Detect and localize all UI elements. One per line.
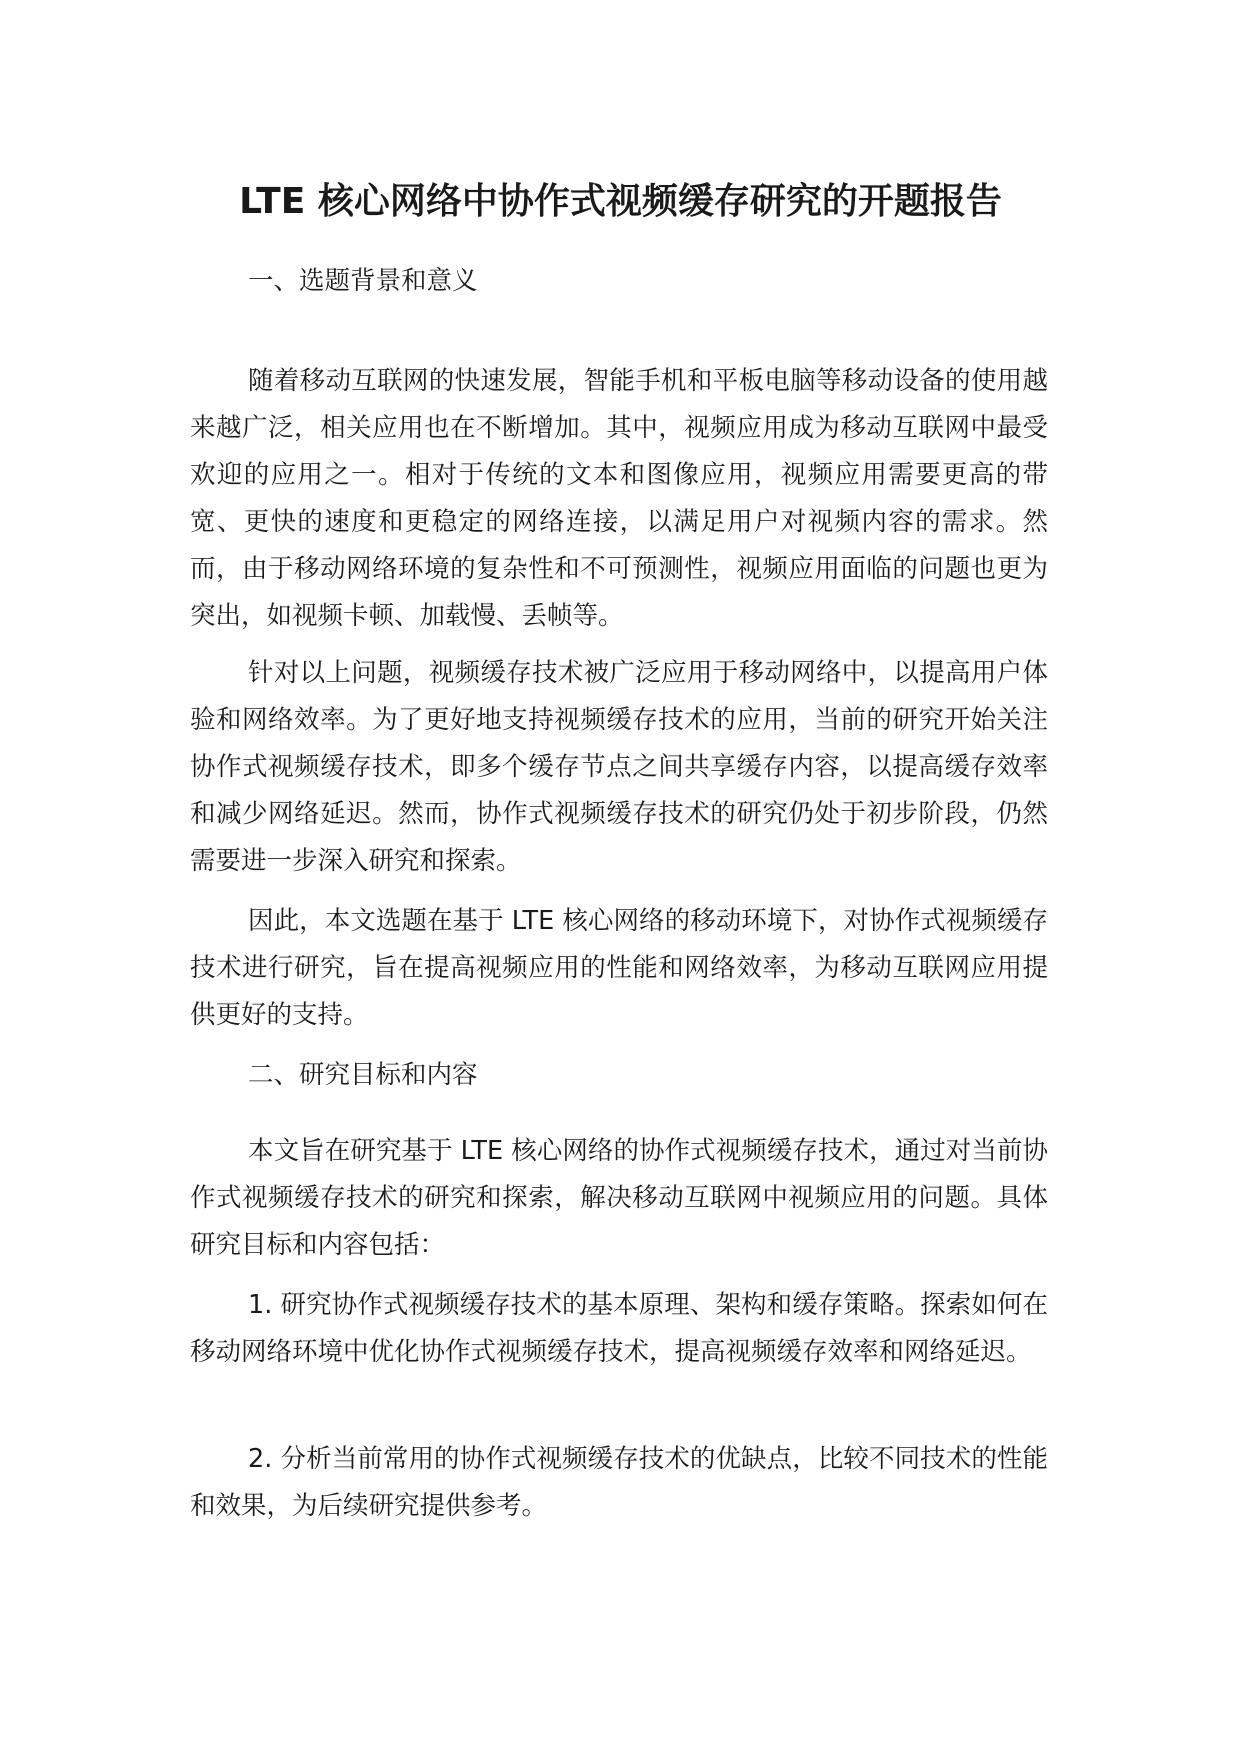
section-heading-objectives: 二、研究目标和内容 (248, 1060, 478, 1090)
paragraph-background-3: 因此，本文选题在基于 LTE 核心网络的移动环境下，对协作式视频缓存技术进行研究，旨在提高视频应用的性能和网络效率，为移动互联网应用提供更好的支持。 (190, 906, 1048, 1030)
list-item-objective-2: 2. 分析当前常用的协作式视频缓存技术的优缺点，比较不同技术的性能和效果，为后续研究提供参考。 (190, 1444, 1048, 1521)
paragraph-background-2: 针对以上问题，视频缓存技术被广泛应用于移动网络中，以提高用户体验和网络效率。为了更好地支持视频缓存技术的应用，当前的研究开始关注协作式视频缓存技术，即多个缓存节点之间共享缓存内容，以提高缓存效率和减少网络延迟。然而，协作式视频缓存技术的研究仍处于初步阶段，仍然需要进一步深入研究和探索。 (190, 658, 1048, 876)
paragraph-background-1: 随着移动互联网的快速发展，智能手机和平板电脑等移动设备的使用越来越广泛，相关应用也在不断增加。其中，视频应用成为移动互联网中最受欢迎的应用之一。相对于传统的文本和图像应用，视频应用需要更高的带宽、更快的速度和更稳定的网络连接，以满足用户对视频内容的需求。然而，由于移动网络环境的复杂性和不可预测性，视频应用面临的问题也更为突出，如视频卡顿、加载慢、丢帧等。 (190, 366, 1048, 631)
list-item-objective-1: 1. 研究协作式视频缓存技术的基本原理、架构和缓存策略。探索如何在移动网络环境中优化协作式视频缓存技术，提高视频缓存效率和网络延迟。 (190, 1290, 1048, 1367)
section-heading-background: 一、选题背景和意义 (248, 266, 478, 296)
page-title: LTE 核心网络中协作式视频缓存研究的开题报告 (239, 181, 1002, 222)
paragraph-objectives-intro: 本文旨在研究基于 LTE 核心网络的协作式视频缓存技术，通过对当前协作式视频缓存技术的研究和探索，解决移动互联网中视频应用的问题。具体研究目标和内容包括： (190, 1136, 1048, 1260)
